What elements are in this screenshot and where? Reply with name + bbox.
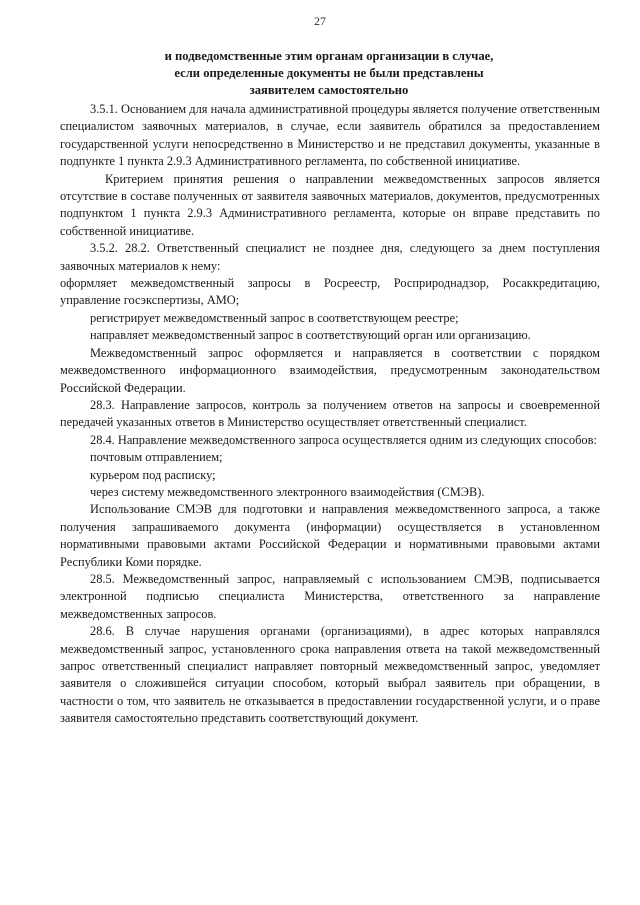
- paragraph-28-5: 28.5. Межведомственный запрос, направляемый с использованием СМЭВ, подписывается электронной подписью специалиста Министерства, ответственного за направление межведомственных запросов.: [60, 571, 600, 621]
- paragraph-28-4: 28.4. Направление межведомственного запроса осуществляется одним из следующих способов:: [90, 432, 597, 447]
- paragraph-3-5-2: 3.5.2. 28.2. Ответственный специалист не позднее дня, следующего за днем поступления заявочных материалов к нему:: [60, 241, 600, 273]
- paragraph-28-6: 28.6. В случае нарушения органами (организациями), в адрес которых направлялся межведомственный запрос, установленного срока направления ответа на такой межведомственный запрос ответственный специалист направляет повторный межведомственный запрос, уведомляет заявителя о сложившейся ситуации способом, который выбрал заявитель при обращении, в частности о том, что заявитель не отказывается в предоставлении государственной услуги, и о праве заявителя самостоятельно представить соответствующий документ.: [60, 624, 600, 726]
- paragraph-smev: Использование СМЭВ для подготовки и направления межведомственного запроса, а также получения запрашиваемого документа (информации) осуществляется в установленном нормативными правовыми актами Российской Федерации и нормативными правовыми актами Республики Коми порядке.: [60, 502, 600, 569]
- section-heading: [60, 48, 598, 99]
- heading-line: если определенные документы не были представлены: [174, 66, 484, 80]
- heading-line: заявителем самостоятельно: [249, 83, 409, 97]
- list-item: оформляет межведомственный запросы в Росреестр, Росприроднадзор, Росаккредитацию, управление госэкспертизы, АМО;: [60, 276, 600, 308]
- list-item: регистрирует межведомственный запрос в соответствующем реестре;: [90, 310, 459, 325]
- paragraph-28-3: 28.3. Направление запросов, контроль за получением ответов на запросы и своевременной передачей указанных ответов в Министерство осуществляет ответственный специалист.: [60, 397, 600, 430]
- list-item: почтовым отправлением;: [90, 450, 223, 465]
- list-item: курьером под расписку;: [90, 467, 216, 482]
- list-item: направляет межведомственный запрос в соответствующий орган или организацию.: [90, 328, 531, 343]
- document-body: [60, 101, 600, 728]
- list-item: через систему межведомственного электронного взаимодействия (СМЭВ).: [90, 484, 485, 499]
- paragraph-criterion: Критерием принятия решения о направлении межведомственных запросов является отсутствие в составе полученных от заявителя заявочных материалов, документов, предусмотренных подпунктом 1 пункта 2.9.3 Административного регламента, которые он вправе представить по собственной инициативе.: [60, 171, 600, 238]
- paragraph-request-format: Межведомственный запрос оформляется и направляется в соответствии с порядком межведомственного информационного взаимодействия, предусмотренным законодательством Российской Федерации.: [60, 345, 600, 395]
- page-number: 27: [314, 14, 326, 28]
- paragraph-3-5-1: 3.5.1. Основанием для начала административной процедуры является получение ответственным специалистом заявочных материалов, в случае, если заявитель обратился за предоставлением государственной услуги непосредственно в Министерство и не представил документы, указанные в подпункте 1 пункта 2.9.3 Административного регламента, по собственной инициативе.: [60, 102, 600, 169]
- heading-line: и подведомственные этим органам организации в случае,: [164, 49, 494, 63]
